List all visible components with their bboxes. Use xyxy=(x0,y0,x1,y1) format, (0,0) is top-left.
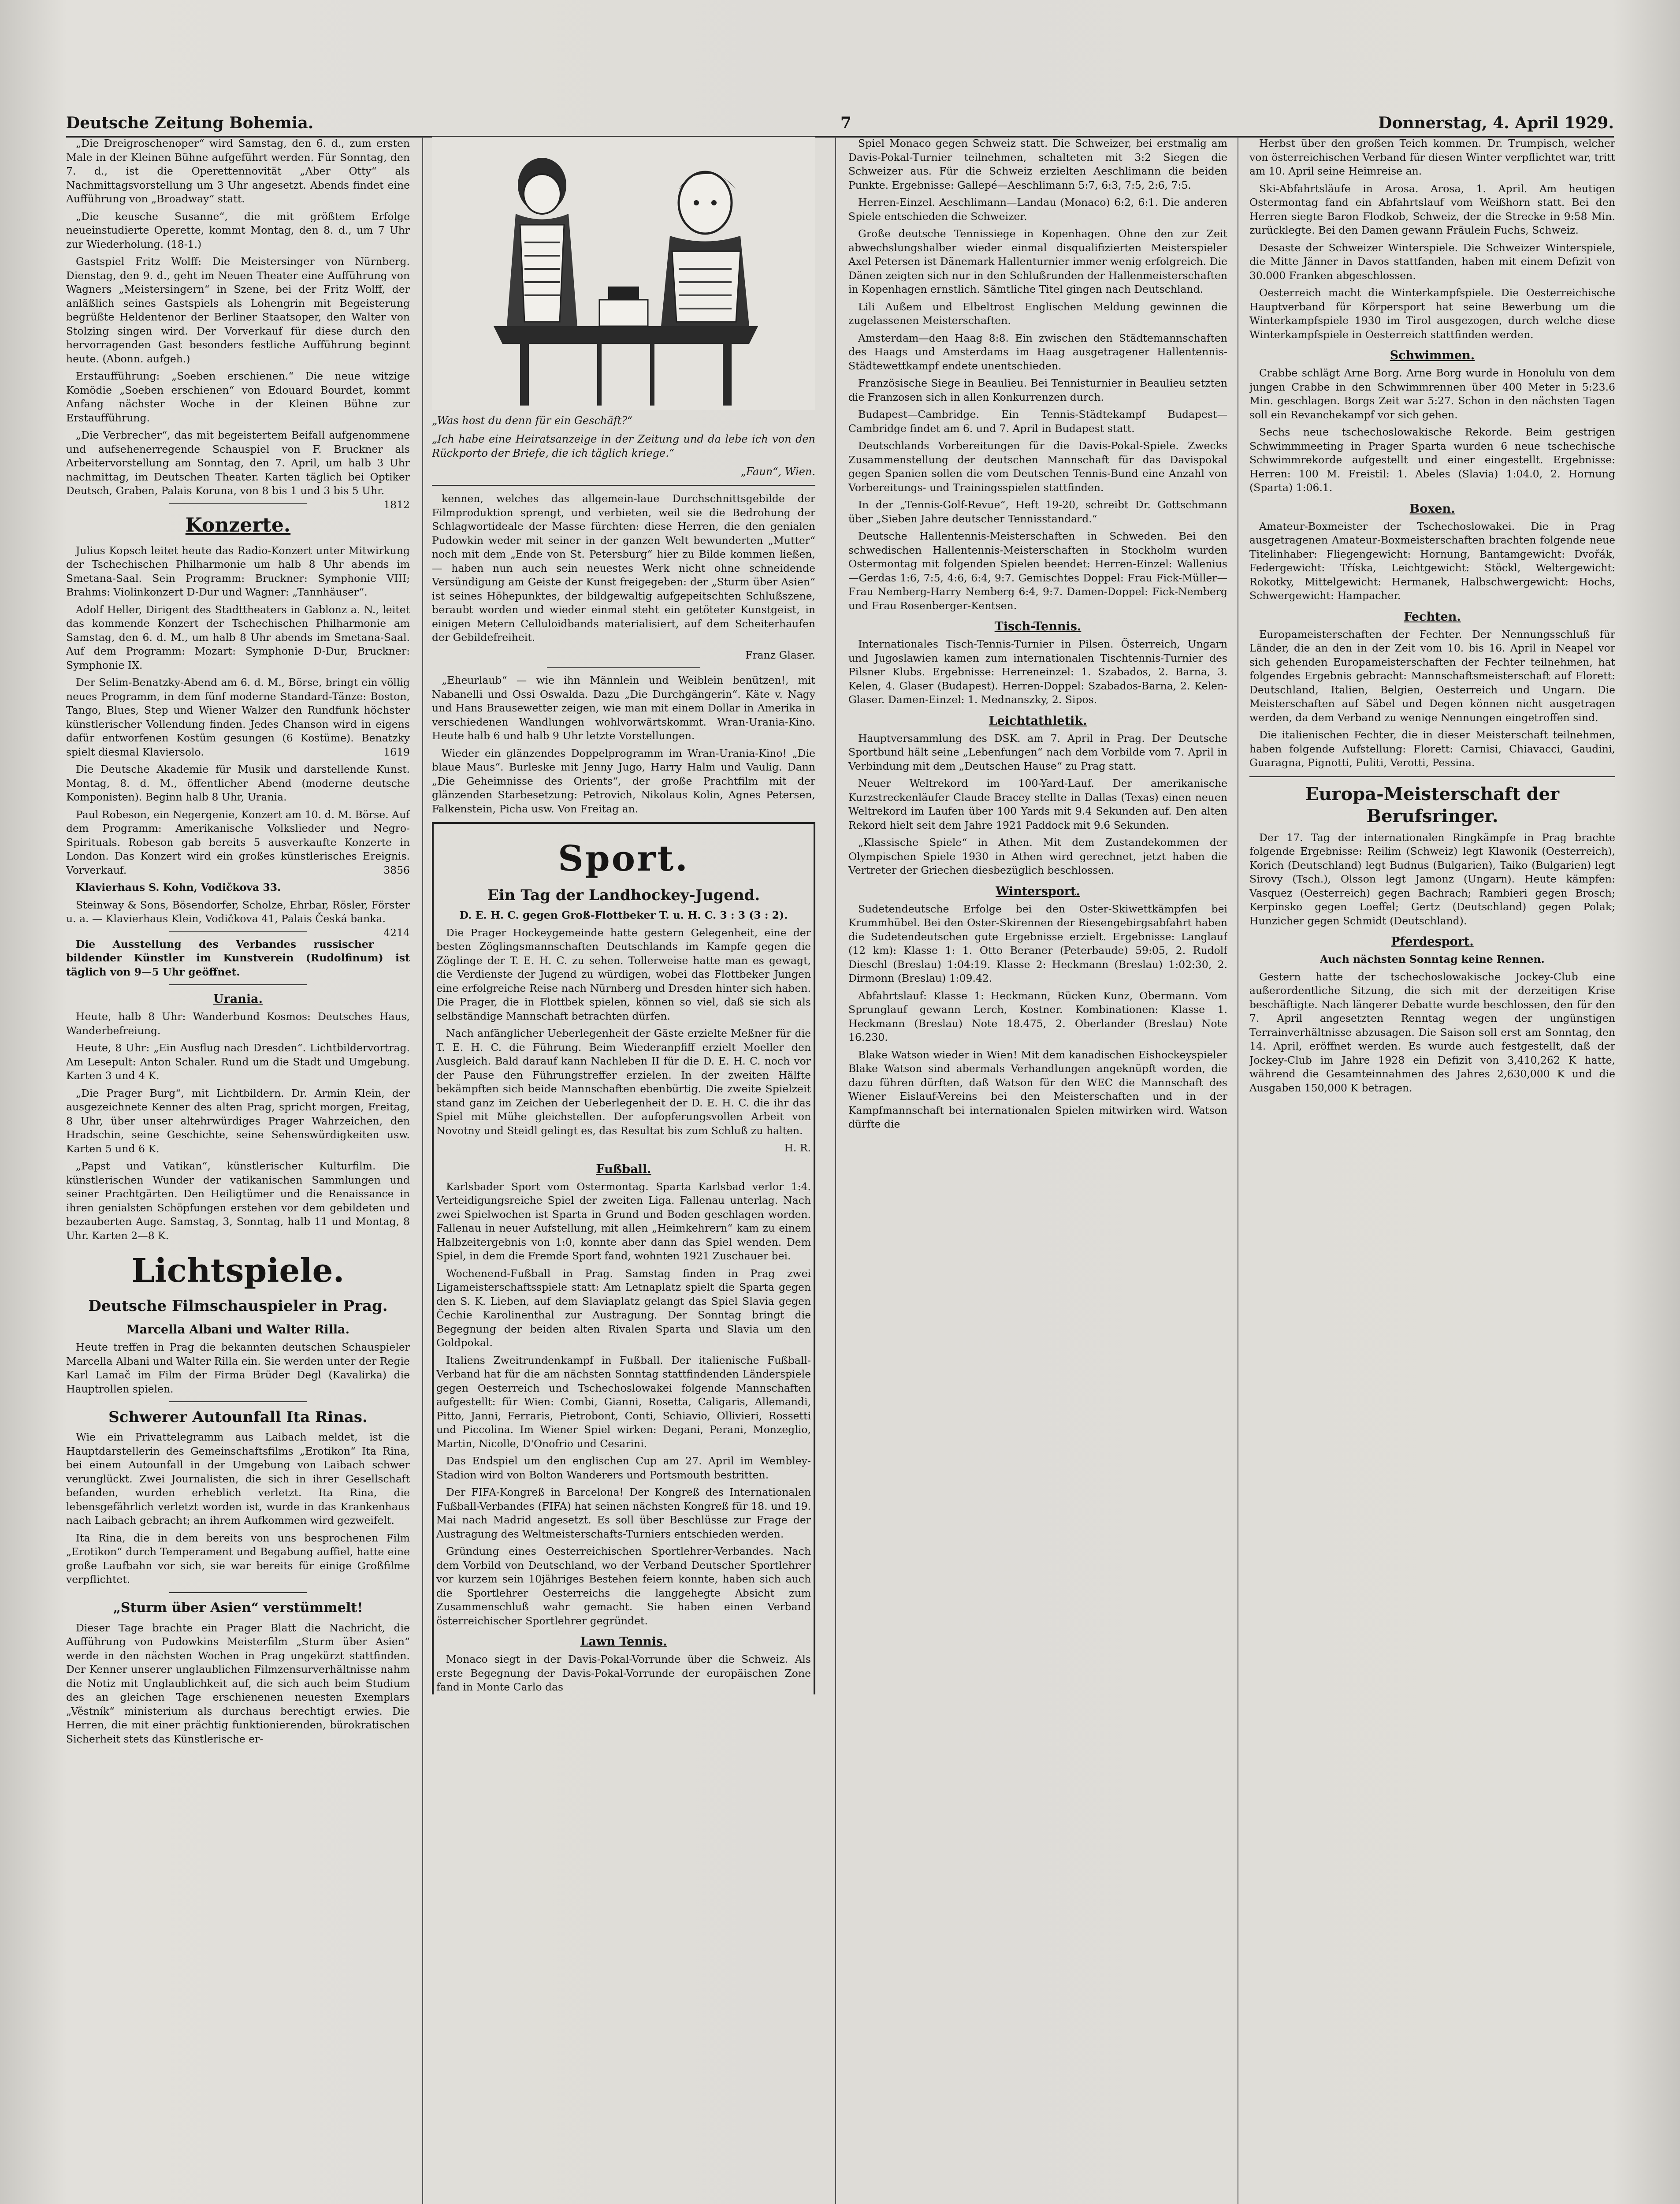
article-paragraph: Monaco siegt in der Davis-Pokal-Vorrunde über die Schweiz. Als erste Begegnung der Davis-Pokal-Vorrunde der europäischen Zone fand in Monte Carlo das xyxy=(436,1653,811,1693)
masthead: Deutsche Zeitung Bohemia. xyxy=(66,114,314,132)
article-subheadline: Marcella Albani und Walter Rilla. xyxy=(126,1323,350,1337)
article-paragraph: Julius Kopsch leitet heute das Radio-Konzert unter Mitwirkung der Tschechischen Philharmonie um halb 8 Uhr abends im Smetana-Saal. Sein Programm: Bruckner: Symphonie VIII; Brahms: Violinkonzert D-Dur und Wagner: „Tannhäuser“. xyxy=(66,544,410,598)
article-paragraph: Paul Robeson, ein Negergenie, Konzert am 10. d. M. Börse. Auf dem Programm: Amerikanische Volkslieder und Negro-Spirituals. Robeson gab bereits 5 ausverkaufte Konzerte in London. Das Konzert wird ein großes künstlerisches Ereignis. Vorverkauf. 3856 xyxy=(66,808,410,878)
section-title-urania: Urania. xyxy=(213,992,263,1006)
divider xyxy=(547,667,700,668)
ad-line: Klavierhaus S. Kohn, Vodičkova 33. xyxy=(76,881,281,894)
cartoon-illustration xyxy=(432,137,815,410)
article-paragraph: „Die Dreigroschenoper“ wird Samstag, den 6. d., zum ersten Male in der Kleinen Bühne aufgeführt werden. Für Sonntag, den 7. d., ist die Operettennovität „Aber Otty“ als Nachmittagsvorstellung um 3 Uhr angesetzt. Abends findet eine Aufführung von „Broadway“ statt. xyxy=(66,137,410,205)
article-headline: Europa-Meisterschaft der Berufsringer. xyxy=(1305,783,1560,826)
article-author: Franz Glaser. xyxy=(745,648,815,661)
article-paragraph: Die Deutsche Akademie für Musik und darstellende Kunst. Montag, 8. d. M., öffentlicher Abend (moderne deutsche Komponisten). Beginn halb 8 Uhr, Urania. xyxy=(66,763,410,803)
article-paragraph: Europameisterschaften der Fechter. Der Nennungsschluß für Länder, die an den in der Zeit vom 10. bis 16. April in Neapel vor sich gehenden Europameisterschaften der Fechter teilnehmen, hat folgendes Ergebnis gebracht: Mannschaftsmeisterschaft auf Florett: Deutschland, Italien, Belgien, Oesterreich und Ungarn. Die Meisterschaften auf Säbel und Degen können nicht ausgetragen werden, da dem Verband zu wenige Nennungen eingetroffen sind. xyxy=(1249,628,1615,724)
article-paragraph: „Papst und Vatikan“, künstlerischer Kulturfilm. Die künstlerischen Wunder der vatikanischen Sammlungen und seiner Prachtgärten. Den Heiligtümer und die Renaissance in ihren genialsten Schöpfungen erstehen vor dem gebildeten und bezauberten Auge. Samstag, 3, Sonntag, halb 11 und Montag, 8 Uhr. Karten 2—8 K. xyxy=(66,1160,410,1242)
article-paragraph: Italiens Zweitrundenkampf in Fußball. Der italienische Fußball-Verband hat für die am nächsten Sonntag stattfindenden Länderspiele gegen Oesterreich und Tschechoslowakei folgende Mannschaften aufgestellt: für Wien: Combi, Gianni, Rosetta, Caligaris, Allemandi, Pitto, Janni, Ferraris, Pietrobont, Conti, Schiavio, Ollivieri, Rossetti und Piccolina. Im Wiener Spiel wirken: Degani, Perani, Monzeglio, Martin, Nicolle, D'Onofrio und Cesarini. xyxy=(436,1354,811,1450)
article-paragraph: Deutschlands Vorbereitungen für die Davis-Pokal-Spiele. Zwecks Zusammenstellung der deutschen Mannschaft für das Davispokal gegen Spanien sollen die vom Deutschen Tennis-Bund eine Anzahl von Vorbereitungs- und Trainingsspielen stattfinden. xyxy=(848,439,1227,494)
article-paragraph: Heute, 8 Uhr: „Ein Ausflug nach Dresden“. Lichtbildervortrag. Am Lesepult: Anton Schaler. Rund um die Stadt und Umgebung. Karten 3 und 4 K. xyxy=(66,1042,410,1082)
article-paragraph: Lili Außem und Elbeltrost Englischen Meldung gewinnen die zugelassenen Meisterschaften. xyxy=(848,300,1227,327)
article-paragraph: Das Endspiel um den englischen Cup am 27. April im Wembley-Stadion wird von Bolton Wanderers und Portsmouth bestritten. xyxy=(436,1455,811,1481)
section-title-fechten: Fechten. xyxy=(1404,610,1461,624)
article-paragraph: „Klassische Spiele“ in Athen. Mit dem Zustandekommen der Olympischen Spiele 1930 in Athen wird gerechnet, jetzt haben die Vertreter der Griechen diesbezüglich beschlossen. xyxy=(848,836,1227,876)
cartoon-caption: „Ich habe eine Heiratsanzeige in der Zeitung und da lebe ich von den Rückporto der Briefe, die ich täglich kriege.“ xyxy=(432,433,815,459)
article-paragraph: Amsterdam—den Haag 8:8. Ein zwischen den Städtemannschaften des Haags und Amsterdams im Haag ausgetragener Hallentennis-Städtewettkampf endete unentschieden. xyxy=(848,331,1227,372)
article-paragraph: Oesterreich macht die Winterkampfspiele. Die Oesterreichische Hauptverband für Körpersport hat seine Bewerbung um die Winterkampfspiele 1930 im Tirol ausgezogen, durch welche diese Winterkampfspiele in Oesterreich stattfinden werden. xyxy=(1249,287,1615,341)
article-paragraph: Hauptversammlung des DSK. am 7. April in Prag. Der Deutsche Sportbund hält seine „Lebenfungen“ nach dem Vorbilde vom 7. April in Verbindung mit dem „Deutschen Hause“ zu Prag statt. xyxy=(848,732,1227,772)
section-title-wintersport: Wintersport. xyxy=(996,884,1080,898)
article-paragraph: In der „Tennis-Golf-Revue“, Heft 19-20, schreibt Dr. Gottschmann über „Sieben Jahre deutscher Tennisstandard.“ xyxy=(848,499,1227,525)
ad-number: 1812 xyxy=(383,498,410,511)
section-title-boxen: Boxen. xyxy=(1409,502,1455,516)
divider xyxy=(169,1592,307,1593)
article-paragraph: Internationales Tisch-Tennis-Turnier in Pilsen. Österreich, Ungarn und Jugoslawien kamen zum internationalen Tischtennis-Turnier des Pilsner Klubs. Ergebnisse: Herreneinzel: 1. Szabados, 2. Barna, 3. Kelen, 4. Glaser (Budapest). Herren-Doppel: Szabados-Barna, 2. Kelen-Glaser. Damen-Einzel: 1. Mednanszky, 2. Sipos. xyxy=(848,638,1227,706)
article-paragraph: Desaste der Schweizer Winterspiele. Die Schweizer Winterspiele, die Mitte Jänner in Davos stattfanden, haben mit einem Defizit von 30.000 Franken abgeschlossen. xyxy=(1249,241,1615,282)
section-title-pferdesport: Pferdesport. xyxy=(1391,935,1474,949)
article-paragraph: Wieder ein glänzendes Doppelprogramm im Wran-Urania-Kino! „Die blaue Maus“. Burleske mit Jenny Jugo, Harry Halm und Vaulig. Dann „Die Geheimnisse des Orients“, der große Prachtfilm mit der glänzenden Starbesetzung: Petrovich, Nikolaus Kolin, Agnes Petersen, Falkenstein, Picha usw. Von Freitag an. xyxy=(432,747,815,815)
article-paragraph: Herbst über den großen Teich kommen. Dr. Trumpisch, welcher von österreichischen Verband für diesen Winter verpflichtet war, tritt am 10. April seine Heimreise an. xyxy=(1249,137,1615,177)
article-paragraph: Neuer Weltrekord im 100-Yard-Lauf. Der amerikanische Kurzstreckenläufer Claude Bracey stellte in Dallas (Texas) einen neuen Weltrekord im Laufen über 100 Yards mit 9.4 Sekunden auf. Den alten Rekord hielt seit dem Jahre 1921 Paddock mit 9.6 Sekunden. xyxy=(848,777,1227,831)
article-author: H. R. xyxy=(784,1142,811,1154)
cartoon-caption: „Was host du denn für ein Geschäft?“ xyxy=(432,414,633,427)
page-header xyxy=(66,99,1614,138)
divider xyxy=(169,984,307,985)
article-paragraph: Deutsche Hallentennis-Meisterschaften in Schweden. Bei den schwedischen Hallentennis-Meisterschaften in Stockholm wurden Ostermontag mit folgenden Spielen beendet: Herren-Einzel: Wallenius—Gerdas 1:6, 7:5, 4:6, 6:4, 9:7. Gemischtes Doppel: Frau Fick-Müller—Frau Nemberg-Harry Nemberg 6:4, 9:7. Damen-Doppel: Fick-Nemberg und Frau Rosenberger-Kentsen. xyxy=(848,530,1227,612)
article-headline: Ein Tag der Landhockey-Jugend. xyxy=(487,886,760,904)
section-title-fussball: Fußball. xyxy=(596,1162,651,1176)
article-subheadline: Auch nächsten Sonntag keine Rennen. xyxy=(1320,953,1545,965)
article-paragraph: Budapest—Cambridge. Ein Tennis-Städtekampf Budapest—Cambridge findet am 6. und 7. April in Budapest statt. xyxy=(848,408,1227,435)
article-paragraph: „Eheurlaub“ — wie ihn Männlein und Weiblein benützen!, mit Nabanelli und Ossi Oswalda. Dazu „Die Durchgängerin“. Käte v. Nagy und Hans Brausewetter zeigen, wie man mit einem Dollar in Amerika in verschiedenen Wandlungen wohlvorwärtskommt. Wran-Urania-Kino. Heute halb 6 und halb 9 Uhr letzte Vorstellungen. xyxy=(432,674,815,742)
section-title-lichtspiele: Lichtspiele. xyxy=(131,1252,345,1290)
article-paragraph: Gestern hatte der tschechoslowakische Jockey-Club eine außerordentliche Sitzung, die sich mit der derzeitigen Krise beschäftigte. Nach längerer Debatte wurde beschlossen, den für den 7. April angesetzten Renntag wegen der ungünstigen Terrainverhältnisse abzusagen. Die Saison soll erst am Sonntag, den 14. April, eröffnet werden. Es wurde auch festgestellt, daß der Jockey-Club im Jahre 1928 ein Defizit von 3,410,262 K hatte, während die Gesamteinnahmen des Jahres 2,630,000 K und die Ausgaben 150,000 K betragen. xyxy=(1249,970,1615,1094)
article-paragraph: Blake Watson wieder in Wien! Mit dem kanadischen Eishockeyspieler Blake Watson sind abermals Verhandlungen angeknüpft worden, die dazu führen dürften, daß Watson für den WEC die Mannschaft des Wiener Eislauf-Vereins bei den Meisterschaften und in der Kampfmannschaft bei internationalen Spielen mitwirken wird. Watson dürfte die xyxy=(848,1048,1227,1130)
divider xyxy=(1249,776,1615,777)
page-number: 7 xyxy=(840,114,851,132)
article-paragraph: Die Prager Hockeygemeinde hatte gestern Gelegenheit, eine der besten Zöglingsmannschaften Deutschlands im Kampfe gegen die Zöglinge der T. E. H. C. zu sehen. Tollerweise hatte man es gewagt, die Verdienste der Jugend zu würdigen, wobei das Flottbeker Jungen eine erfolgreiche Reise nach Nürnberg und Dresden hinter sich haben. Die Prager, die in Flottbek spielen, können so viel, daß sie sich als selbständige Mannschaft betrachten dürfen. xyxy=(436,926,811,1022)
article-paragraph: Der 17. Tag der internationalen Ringkämpfe in Prag brachte folgende Ergebnisse: Reilim (Schweiz) legt Klawonik (Oesterreich), Korich (Deutschland) legt Budnus (Bulgarien), Taiko (Bulgarien) legt Sirovy (Tsch.), Olsson legt Jamonz (Ungarn). Heute kämpfen: Vasquez (Oesterreich) gegen Bachrach; Rambieri gegen Brosch; Kerpinsko gegen Loeffel; Gertz (Deutschland) gegen Polak; Hunzicher gegen Schmidt (Deutschland). xyxy=(1249,831,1615,927)
divider xyxy=(432,485,815,486)
column-rule xyxy=(835,137,836,2204)
section-title-tennis: Lawn Tennis. xyxy=(580,1635,667,1649)
article-paragraph: „Die Prager Burg“, mit Lichtbildern. Dr. Armin Klein, der ausgezeichnete Kenner des alten Prag, spricht morgen, Freitag, 8 Uhr, über unser altehrwürdiges Prager Wahrzeichen, den Hradschin, seine Geschichte, seine Sehenswürdigkeiten usw. Karten 5 und 6 K. xyxy=(66,1087,410,1155)
article-subheadline: D. E. H. C. gegen Groß-Flottbeker T. u. H. C. 3 : 3 (3 : 2). xyxy=(459,909,788,921)
article-paragraph: Die Ausstellung des Verbandes russischer bildender Künstler im Kunstverein (Rudolfinum) ist täglich von 9—5 Uhr geöffnet. xyxy=(66,938,410,978)
article-paragraph: Ita Rina, die in dem bereits von uns besprochenen Film „Erotikon“ durch Temperament und Begabung auffiel, hatte eine große Laufbahn vor sich, sie war bereits für einige Großfilme verpflichtet. xyxy=(66,1531,410,1586)
divider xyxy=(169,931,307,932)
article-paragraph: Abfahrtslauf: Klasse 1: Heckmann, Rücken Kunz, Obermann. Vom Sprunglauf gewann Lerch, Kostner. Kombinationen: Klasse 1. Heckmann (Breslau) Note 18.475, 2. Oberlander (Breslau) Note 16.230. xyxy=(848,989,1227,1043)
article-paragraph: Erstaufführung: „Soeben erschienen.“ Die neue witzige Komödie „Soeben erschienen“ von Edouard Bourdet, kommt Anfang nächster Woche in der Kleinen Bühne zur Erstaufführung. xyxy=(66,370,410,424)
divider xyxy=(169,1401,307,1402)
article-paragraph: Herren-Einzel. Aeschlimann—Landau (Monaco) 6:2, 6:1. Die anderen Spiele entschieden die Schweizer. xyxy=(848,196,1227,223)
article-paragraph: Gastspiel Fritz Wolff: Die Meistersinger von Nürnberg. Dienstag, den 9. d., geht im Neuen Theater eine Aufführung von Wagners „Meistersingern“ in Szene, bei der Fritz Wolff, der anläßlich seines Gastspiels als Lohengrin mit Begeisterung begrüßte Heldentenor der Berliner Staatsoper, den Walter von Stolzing singen wird. Der Vorverkauf für diese durch den hervorragenden Gast besonders festliche Aufführung beginnt heute. (Abonn. aufgeh.) xyxy=(66,255,410,365)
column-3 xyxy=(848,137,1227,2204)
column-2 xyxy=(432,137,815,2204)
article-paragraph: Der FIFA-Kongreß in Barcelona! Der Kongreß des Internationalen Fußball-Verbandes (FIFA) hat seinen nächsten Kongreß für 18. und 19. Mai nach Madrid angesetzt. Es soll über Beschlüsse zur Frage der Austragung des Weltmeisterschafts-Turniers entschieden werden. xyxy=(436,1486,811,1540)
article-paragraph: Große deutsche Tennissiege in Kopenhagen. Ohne den zur Zeit abwechslungshalber wieder einmal disqualifizierten Meisterspieler Axel Petersen ist Dänemark Hallenturnier immer wenig erfolgreich. Die Dänen zeigten sich nur in den Schlußrunden der Hallenmeisterschaften in Kopenhagen ernstlich. Sämtliche Titel gingen nach Deutschland. xyxy=(848,227,1227,295)
article-paragraph: Ski-Abfahrtsläufe in Arosa. Arosa, 1. April. Am heutigen Ostermontag fand ein Abfahrtslauf vom Weißhorn statt. Bei den Herren siegte Baron Flodkob, Schweiz, der die Strecke in 9:58 Min. zurücklegte. Bei den Damen gewann Fräulein Fuchs, Schweiz. xyxy=(1249,182,1615,236)
article-paragraph: Französische Siege in Beaulieu. Bei Tennisturnier in Beaulieu setzten die Franzosen sich in allen Konkurrenzen durch. xyxy=(848,377,1227,403)
section-title-tischtennis: Tisch-Tennis. xyxy=(994,620,1082,633)
article-paragraph: Crabbe schlägt Arne Borg. Arne Borg wurde in Honolulu von dem jungen Crabbe in den Schwimmrennen über 400 Meter in 5:23.6 Min. geschlagen. Borgs Zeit war 5:27. Schon in den nächsten Tagen soll ein Revanchekampf vor sich gehen. xyxy=(1249,367,1615,421)
article-paragraph: Der Selim-Benatzky-Abend am 6. d. M., Börse, bringt ein völlig neues Programm, in dem fünf moderne Standard-Tänze: Boston, Tango, Blues, Step und Wiener Walzer den Rundfunk höchster künstlerischer Vollendung finden. Jedes Chanson wird in eigens dafür entworfenen Kostüm gesungen (6 Kostüme). Benatzky spielt diesmal Klaviersolo. 1619 xyxy=(66,676,410,759)
article-paragraph: Sudetendeutsche Erfolge bei den Oster-Skiwettkämpfen bei Krummhübel. Bei den Oster-Skirennen der Riesengebirgsabfahrt haben die Sudetendeutschen gute Ergebnisse erzielt. Ergebnisse: Langlauf (12 km): Klasse 1: 1. Otto Beraner (Peterbaude) 59:05, 2. Rudolf Dieschl (Breslau) 1:04:19. Klasse 2: Heckmann (Breslau) 1:02:30, 2. Dirmonn (Breslau) 1:09.42. xyxy=(848,902,1227,984)
article-paragraph: Heute treffen in Prag die bekannten deutschen Schauspieler Marcella Albani und Walter Rilla ein. Sie werden unter der Regie Karl Lamač im Film der Firma Brüder Degl (Kavalirka) die Hauptrollen spielen. xyxy=(66,1341,410,1395)
article-paragraph: Die italienischen Fechter, die in dieser Meisterschaft teilnehmen, haben folgende Aufstellung: Florett: Carnisi, Chiavacci, Gaudini, Guaragna, Pignotti, Puliti, Verotti, Pessina. xyxy=(1249,729,1615,769)
article-paragraph: Wochenend-Fußball in Prag. Samstag finden in Prag zwei Ligameisterschaftsspiele statt: Am Letnaplatz spielt die Sparta gegen den S. K. Lieben, auf dem Slaviaplatz gelangt das Spiel Slavia gegen Čechie Karolinenthal zur Austragung. Der Sonntag bringt die Begegnung der beiden alten Rivalen Sparta und Slavia um den Goldpokal. xyxy=(436,1267,811,1349)
article-paragraph: Heute, halb 8 Uhr: Wanderbund Kosmos: Deutsches Haus, Wanderbefreiung. xyxy=(66,1010,410,1037)
article-paragraph: Amateur-Boxmeister der Tschechoslowakei. Die in Prag ausgetragenen Amateur-Boxmeisterschaften brachten folgende neue Titelinhaber: Fliegengewicht: Hornung, Bantamgewicht: Dvořák, Federgewicht: Tříska, Leichtgewicht: Stöckl, Weltergewicht: Rokotky, Mittelgewicht: Hermanek, Halbschwergewicht: Hochs, Schwergewicht: Hampacher. xyxy=(1249,520,1615,602)
article-paragraph: Gründung eines Oesterreichischen Sportlehrer-Verbandes. Nach dem Vorbild von Deutschland, wo der Verband Deutscher Sportlehrer vor kurzem sein 10jähriges Bestehen feiern konnte, haben sich auch die Sportlehrer Oesterreichs die langgehegte Absicht zum Zusammenschluß wahr gemacht. Sie haben einen Verband österreichischer Sportlehrer gegründet. xyxy=(436,1545,811,1627)
ad-line: Steinway & Sons, Bösendorfer, Scholze, Ehrbar, Rösler, Förster u. a. — Klavierhaus Klein, Vodičkova 41, Palais Česká banka. 4214 xyxy=(66,898,410,926)
article-paragraph: Dieser Tage brachte ein Prager Blatt die Nachricht, die Aufführung von Pudowkins Meisterfilm „Sturm über Asien“ werde in den nächsten Wochen in Prag ungekürzt stattfinden. Der Kenner unserer unglaublichen Filmzensurverhältnisse nahm die Notiz mit Unglaublichkeit auf, die sich auch beim Studium des an gleichen Tage erschienenen neuesten Exemplars „Věstník“ ministerium als durchaus berechtigt erwies. Die Herren, die mit einer prächtig funktionierenden, bürokratischen Sicherheit stets das Künstlerische er- xyxy=(66,1621,410,1745)
ad-number: 3856 xyxy=(383,864,410,876)
article-paragraph: Wie ein Privattelegramm aus Laibach meldet, ist die Hauptdarstellerin des Gemeinschaftsfilms „Erotikon“ Ita Rina, bei einem Autounfall in der Umgebung von Laibach schwer verunglückt. Zwei Journalisten, die sich in ihrer Gesellschaft befanden, wurden erheblich verletzt. Ita Rina, die lebensgefährlich verletzt worden ist, wurde in das Krankenhaus nach Laibach gebracht; an ihrem Aufkommen wird gezweifelt. xyxy=(66,1431,410,1526)
cartoon-drawing xyxy=(432,137,815,410)
column-1 xyxy=(66,137,410,2204)
article-paragraph: Nach anfänglicher Ueberlegenheit der Gäste erzielte Meßner für die T. E. H. C. die Führung. Beim Wiederanpfiff erzielt Moeller den Ausgleich. Bald darauf kann Nachleben II für die D. E. H. C. noch vor der Pause den Führungstreffer erzielen. In der zweiten Hälfte bekämpften sich beide Mannschaften ebenbürtig. Die zweite Spielzeit stand ganz im Zeichen der Ueberlegenheit der D. E. H. C. die ihr das Spiel mit Mühe gleichstellen. Der aufopferungsvollen Arbeit von Novotny und Steidl gelingt es, das Resultat bis zum Schluß zu halten. xyxy=(436,1027,811,1137)
article-paragraph: Spiel Monaco gegen Schweiz statt. Die Schweizer, bei erstmalig am Davis-Pokal-Turnier teilnehmen, schalteten mit 3:2 Siegen die Schweizer aus. Für die Schweiz erzielten Aeschlimann die beiden Punkte. Ergebnisse: Gallepé—Aeschlimann 5:7, 6:3, 7:5, 2:6, 7:5. xyxy=(848,137,1227,191)
cartoon-source: „Faun“, Wien. xyxy=(740,465,815,478)
ad-number: 4214 xyxy=(383,926,410,939)
issue-date: Donnerstag, 4. April 1929. xyxy=(1378,114,1614,132)
article-headline: „Sturm über Asien“ verstümmelt! xyxy=(113,1600,363,1616)
section-title-konzerte: Konzerte. xyxy=(185,514,291,536)
article-headline: Deutsche Filmschauspieler in Prag. xyxy=(88,1297,388,1315)
section-title-schwimmen: Schwimmen. xyxy=(1390,349,1475,362)
article-paragraph: Adolf Heller, Dirigent des Stadttheaters in Gablonz a. N., leitet das kommende Konzert der Tschechischen Philharmonie am Samstag, den 6. d. M., um halb 8 Uhr abends im Smetana-Saal. Auf dem Programm: Mozart: Symphonie D-Dur, Bruckner: Symphonie IX. xyxy=(66,603,410,671)
article-paragraph: kennen, welches das allgemein-laue Durchschnittsgebilde der Filmproduktion sprengt, und verbieten, weil sie die Bedrohung der Schlagwortideale der Masse fürchten: diese Herren, die den genialen Pudowkin weder mit seiner in der ganzen Welt bewunderten „Mutter“ noch mit dem „Ende von St. Petersburg“ hier zu Bilde kommen ließen, — haben nun auch sein neuestes Werk nicht ohne schneidende Versündigung am Geiste der Kunst freigegeben: der „Sturm über Asien“ ist seines Höhepunktes, der bildgewaltig aufgepeitschten Schlußszene, beraubt worden und wieder einmal steht ein getöteter Kunstgeist, in einigen Metern Celluloidbands materialisiert, auf dem Scheiterhaufen der Gebildefreiheit. xyxy=(432,492,815,644)
sport-section xyxy=(432,822,815,1694)
article-paragraph: Karlsbader Sport vom Ostermontag. Sparta Karlsbad verlor 1:4. Verteidigungsreiche Spiel der zweiten Liga. Fallenau unterlag. Nach zwei Spielwochen ist Sparta in Grund und Boden geschlagen worden. Fallenau in neuer Aufstellung, mit allen „Heimkehrern“ kam zu einem Halbzeitergebnis von 1:0, konnte aber dann das Spiel wenden. Dem Spiel, in dem die Fremde Sport fand, wohnten 1921 Zuschauer bei. xyxy=(436,1180,811,1262)
ad-number: 1619 xyxy=(383,745,410,758)
section-title-leichtathletik: Leichtathletik. xyxy=(989,714,1087,728)
article-paragraph: „Die Verbrecher“, das mit begeistertem Beifall aufgenommene und aufsehenerregende Schauspiel von F. Bruckner als Arbeitervorstellung am Sonntag, den 7. April, um halb 3 Uhr nachmittag, im Deutschen Theater. Karten täglich bei Optiker Deutsch, Graben, Palais Koruna, von 8 bis 1 und 3 bis 5 Uhr. 1812 xyxy=(66,428,410,498)
article-headline: Schwerer Autounfall Ita Rinas. xyxy=(108,1408,368,1426)
article-paragraph: Sechs neue tschechoslowakische Rekorde. Beim gestrigen Schwimmmeeting in Prager Sparta wurden 6 neue tschechische Schwimmrekorde aufgestellt und einer eingestellt. Ergebnisse: Herren: 100 M. Freistil: 1. Abeles (Slavia) 1:04.0, 2. Hornung (Sparta) 1:06.1. xyxy=(1249,426,1615,494)
column-rule xyxy=(422,137,423,2204)
section-title-sport: Sport. xyxy=(558,838,690,879)
column-4 xyxy=(1249,137,1615,2204)
article-paragraph: „Die keusche Susanne“, die mit größtem Erfolge neueinstudierte Operette, kommt Montag, den 8. d., um 7 Uhr zur Wiederholung. (18-1.) xyxy=(66,210,410,250)
divider xyxy=(169,503,307,504)
